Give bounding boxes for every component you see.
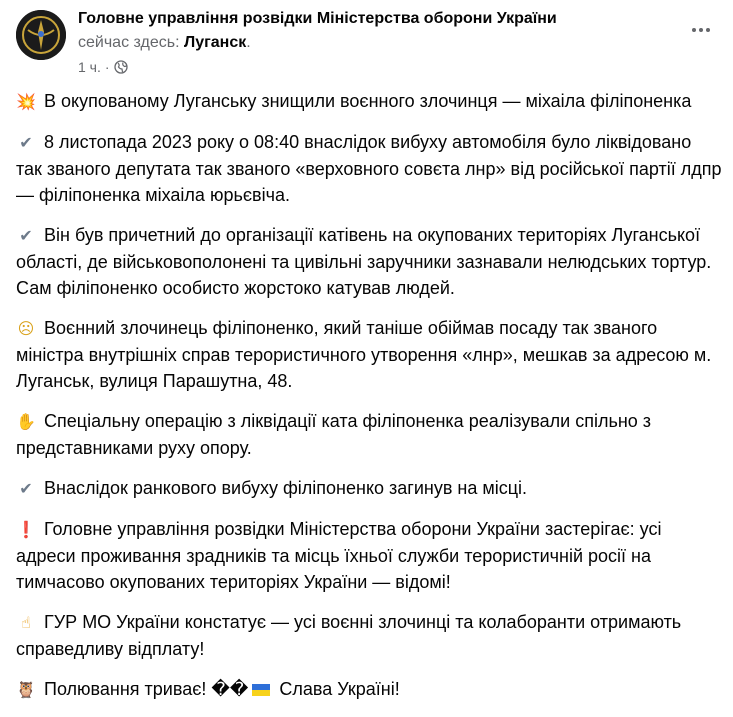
post-paragraph xyxy=(16,315,722,394)
paragraph-text: В окупованому Луганську знищили воєнного злочинця — міхаіла філіпоненка xyxy=(44,91,692,111)
collision-emoji-icon: 💥 xyxy=(16,92,36,111)
page-avatar[interactable] xyxy=(16,10,66,60)
post-paragraph xyxy=(16,475,722,502)
paragraph-text: Внаслідок ранкового вибуху філіпоненко загинув на місці. xyxy=(44,478,528,498)
paragraph-text: Він був причетний до організації катівень на окупованих територіях Луганської області, де військовополонені та цивільні заручники зазнавали нелюдських тортур. Сам філіпоненко особисто жорстоко катував людей. xyxy=(16,225,712,298)
check-in-location xyxy=(78,34,251,52)
post-paragraph xyxy=(16,676,722,703)
paragraph-text: Полювання триває! �� xyxy=(44,679,249,699)
check-mark-emoji-icon: ✔ xyxy=(19,226,33,245)
check-mark-emoji-icon: ✔ xyxy=(19,133,33,152)
post-paragraph xyxy=(16,408,722,461)
more-options-icon-dot xyxy=(706,28,710,32)
location-place-link[interactable]: Луганск xyxy=(183,34,247,51)
paragraph-text: Воєнний злочинець філіпоненко, який таніше обіймав посаду так званого міністра внутрішніх справ терористичного утворення «лнр», мешкав за адресою м. Луганськ, вулиця Парашутна, 48. xyxy=(16,318,712,391)
post-paragraph xyxy=(16,516,722,595)
ukraine-flag-icon xyxy=(252,684,270,696)
face-emoji-icon: ☹ xyxy=(17,319,35,338)
post-paragraph xyxy=(16,609,722,662)
gur-emblem-icon xyxy=(16,10,66,60)
post-paragraph xyxy=(16,129,722,208)
post-paragraph xyxy=(16,88,722,115)
page-author-name[interactable]: Головне управління розвідки Міністерства оборони України xyxy=(78,10,557,27)
owl-emoji-icon: 🦉 xyxy=(16,680,36,699)
paragraph-text: 8 листопада 2023 року о 08:40 внаслідок вибуху автомобіля було ліквідовано так званого депутата так званого «верховного совєта лнр» від російської партії лдпр — філіпоненка міхаіла юрьєвіча. xyxy=(16,132,722,205)
post-meta xyxy=(78,59,128,75)
check-mark-emoji-icon: ✔ xyxy=(19,479,33,498)
location-prefix: сейчас здесь: xyxy=(78,34,184,51)
more-options-button[interactable] xyxy=(686,18,716,42)
post-paragraph xyxy=(16,222,722,301)
post-body xyxy=(16,88,722,717)
paragraph-text: Спеціальну операцію з ліквідації ката філіпоненка реалізували спільно з представниками руху опору. xyxy=(16,411,652,458)
post-header xyxy=(16,10,718,75)
more-options-icon-dot xyxy=(692,28,696,32)
paragraph-text-end: Слава Україні! xyxy=(274,679,400,699)
globe-icon[interactable] xyxy=(114,60,128,74)
paragraph-text: Головне управління розвідки Міністерства оборони України застерігає: усі адреси проживання зрадників та місць їхньої служби терористичній росії на тимчасово окупованих територіях України — відомі! xyxy=(16,519,662,592)
paragraph-text: ГУР МО України констатує — усі воєнні злочинці та колаборанти отримають справедливу відплату! xyxy=(16,612,682,659)
more-options-icon-dot xyxy=(699,28,703,32)
post-time[interactable]: 1 ч. xyxy=(78,59,101,75)
meta-separator: · xyxy=(104,59,110,75)
handshake-emoji-icon: ✋ xyxy=(16,412,36,431)
pointing-up-emoji-icon: ☝ xyxy=(21,613,31,632)
exclamation-emoji-icon: ❗ xyxy=(16,520,36,539)
location-suffix: . xyxy=(246,34,251,51)
